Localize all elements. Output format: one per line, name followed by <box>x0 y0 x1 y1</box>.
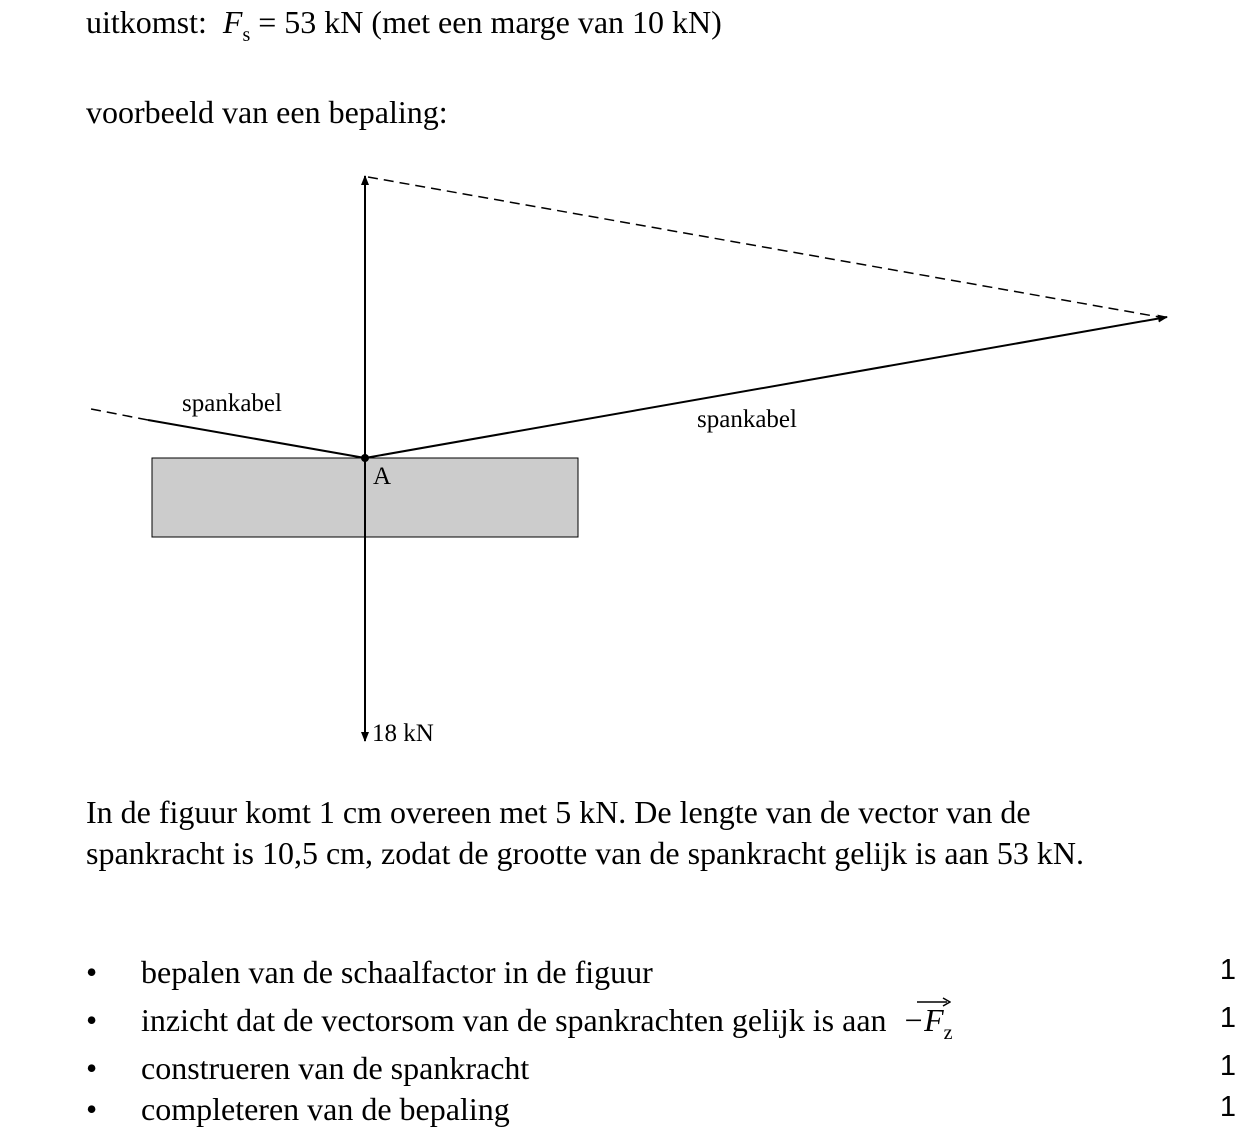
cable-left-label: spankabel <box>182 390 282 417</box>
bullet: • <box>86 1091 98 1127</box>
vector-symbol: −F <box>902 1002 944 1038</box>
criterion-item <box>86 1050 1236 1090</box>
criterion-points: 1 <box>1219 954 1236 986</box>
bullet: • <box>86 954 98 990</box>
vector-arrow-icon <box>917 996 951 1008</box>
criterion-text: completeren van de bepaling <box>141 1091 510 1127</box>
criterion-points: 1 <box>1219 1091 1236 1123</box>
cable-right-tension-vector <box>365 317 1167 458</box>
point-a <box>361 454 369 462</box>
criterion-item <box>86 1002 1236 1042</box>
explanation-text: In de figuur komt 1 cm overeen met 5 kN. De lengte van de vector van de spankracht is 10,5 cm, zodat de grootte van de spankracht gelijk is aan 53 kN. <box>86 794 1084 871</box>
vector-subscript: z <box>943 1022 953 1044</box>
cable-left <box>148 420 365 458</box>
force-symbol: F <box>222 4 243 40</box>
point-a-label: A <box>373 463 392 490</box>
result-value: = 53 kN (met een marge van 10 kN) <box>258 4 722 40</box>
criterion-text: construeren van de spankracht <box>141 1050 530 1086</box>
criterion-text: bepalen van de schaalfactor in de figuur <box>141 954 653 990</box>
bullet: • <box>86 1050 98 1086</box>
result-label: uitkomst: <box>86 4 207 40</box>
bullet: • <box>86 1002 98 1038</box>
weight-label: 18 kN <box>372 720 434 747</box>
example-label: voorbeeld van een bepaling: <box>86 94 448 130</box>
criterion-points: 1 <box>1219 1002 1236 1034</box>
cable-right-label: spankabel <box>697 406 797 433</box>
force-subscript: s <box>242 24 251 46</box>
criterion-item <box>86 954 1236 994</box>
criterion-text: inzicht dat de vectorsom van de spankrachten gelijk is aan <box>141 1002 887 1038</box>
construction-line <box>368 177 1165 318</box>
criterion-item <box>86 1091 1236 1131</box>
criterion-points: 1 <box>1219 1050 1236 1082</box>
criterion-text-container <box>141 1002 953 1044</box>
cable-left-extension <box>86 408 148 420</box>
vector-fz <box>902 1002 953 1044</box>
